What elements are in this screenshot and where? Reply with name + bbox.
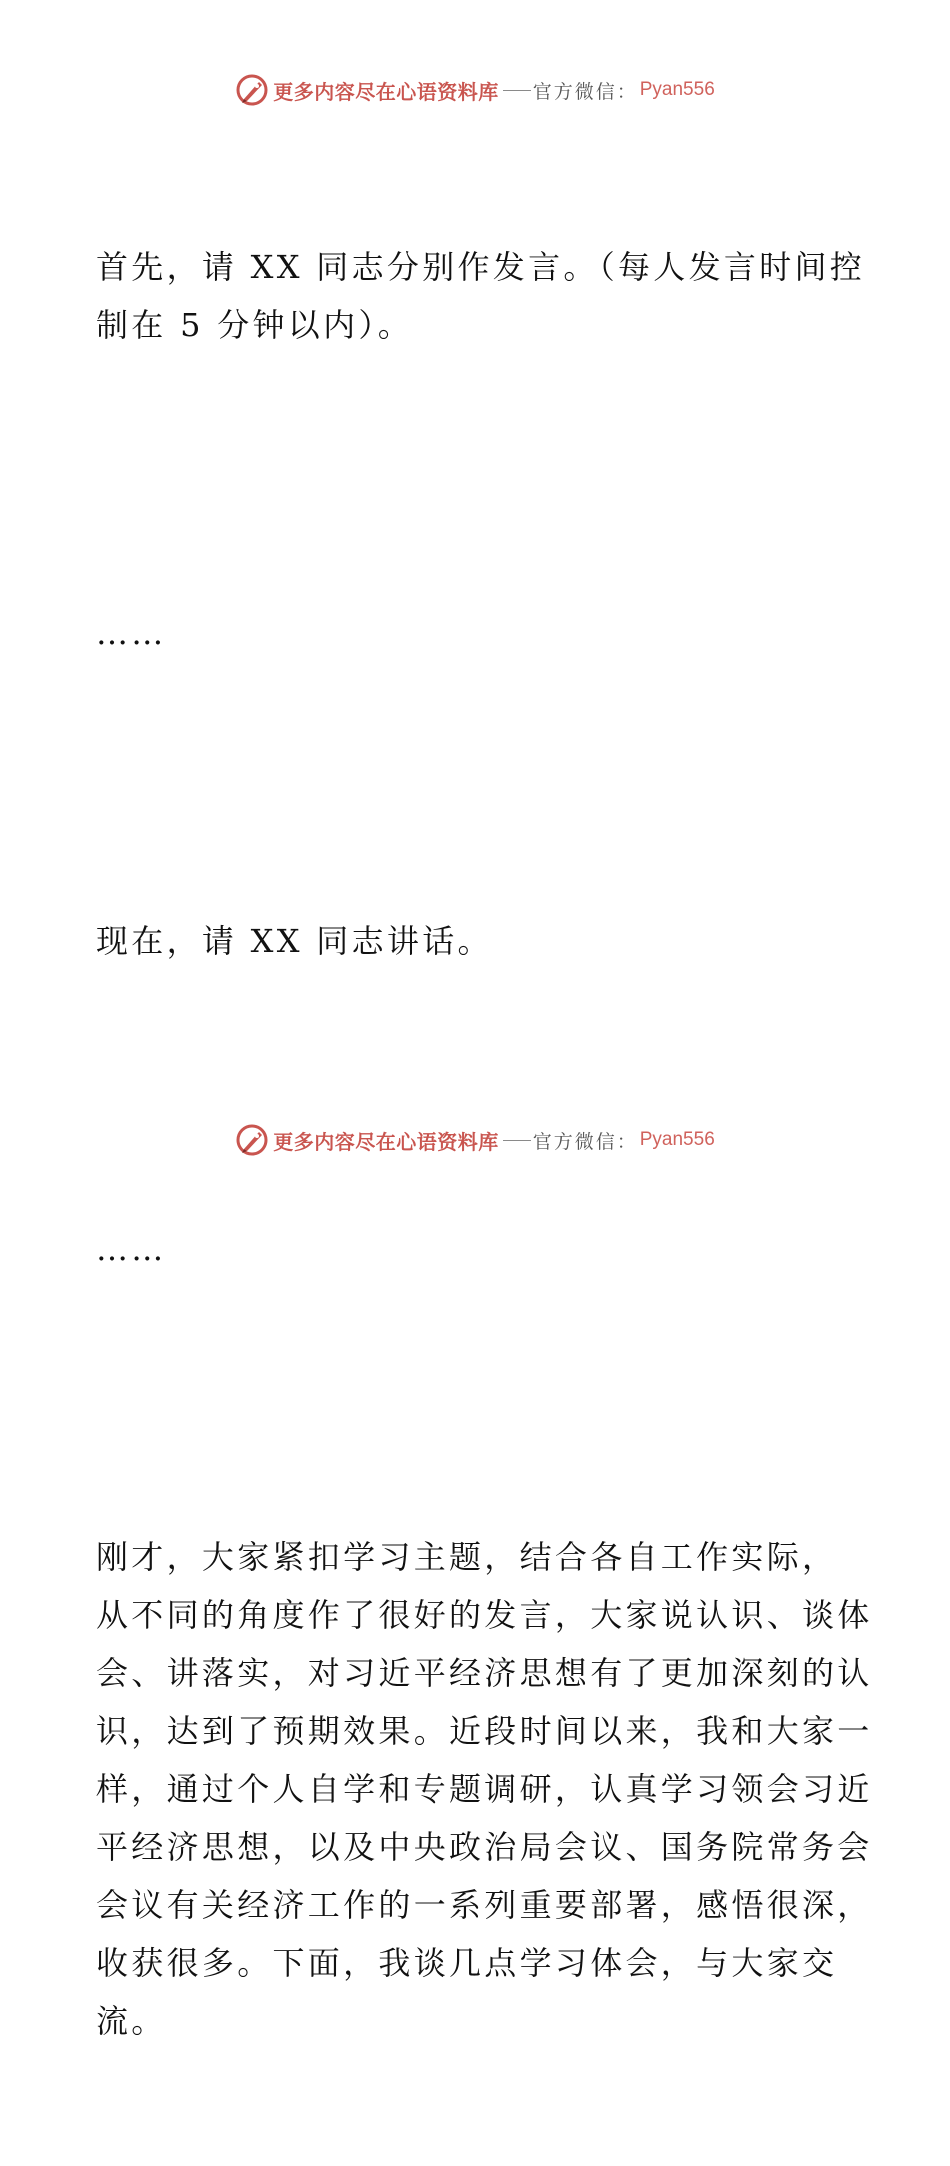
banner-dash xyxy=(503,90,531,91)
paragraph-3 xyxy=(96,796,856,1086)
ellipsis-line: …… xyxy=(96,614,167,652)
text-line: 制在 5 分钟以内）。 xyxy=(96,306,414,344)
text-line: 刚才，大家紧扣学习主题，结合各自工作实际， xyxy=(96,1538,838,1576)
footer-banner xyxy=(0,1120,950,1160)
quill-logo-icon xyxy=(235,1123,269,1157)
paragraph-1 xyxy=(96,122,866,470)
text-line: 会、讲落实，对习近平经济思想有了更加深刻的认 xyxy=(96,1654,873,1692)
header-banner xyxy=(0,70,950,110)
brand-text: 更多内容尽在心语资料库 xyxy=(273,1129,499,1154)
text-line: 识，达到了预期效果。近段时间以来，我和大家一 xyxy=(96,1712,873,1750)
paragraph-5 xyxy=(96,1412,873,2166)
quill-logo-icon xyxy=(235,73,269,107)
wechat-label: 官方微信： xyxy=(532,1130,638,1153)
banner-dash xyxy=(503,1140,531,1141)
text-line: 流。 xyxy=(96,2002,167,2040)
text-line: 平经济思想，以及中央政治局会议、国务院常务会 xyxy=(96,1828,873,1866)
text-line: 首先，请 XX 同志分别作发言。（每人发言时间控 xyxy=(96,248,866,286)
ellipsis-line: …… xyxy=(96,1230,167,1268)
text-line: 收获很多。下面，我谈几点学习体会，与大家交 xyxy=(96,1944,838,1982)
wechat-label: 官方微信： xyxy=(532,80,638,103)
wechat-id: Pyan556 xyxy=(639,79,715,100)
brand-text: 更多内容尽在心语资料库 xyxy=(273,79,499,104)
text-line: 从不同的角度作了很好的发言，大家说认识、谈体 xyxy=(96,1596,873,1634)
text-line: 样，通过个人自学和专题调研，认真学习领会习近 xyxy=(96,1770,873,1808)
wechat-id: Pyan556 xyxy=(639,1129,715,1150)
text-line: 会议有关经济工作的一系列重要部署，感悟很深， xyxy=(96,1886,873,1924)
text-line: 现在，请 XX 同志讲话。 xyxy=(96,922,493,960)
paragraph-2 xyxy=(96,488,856,778)
